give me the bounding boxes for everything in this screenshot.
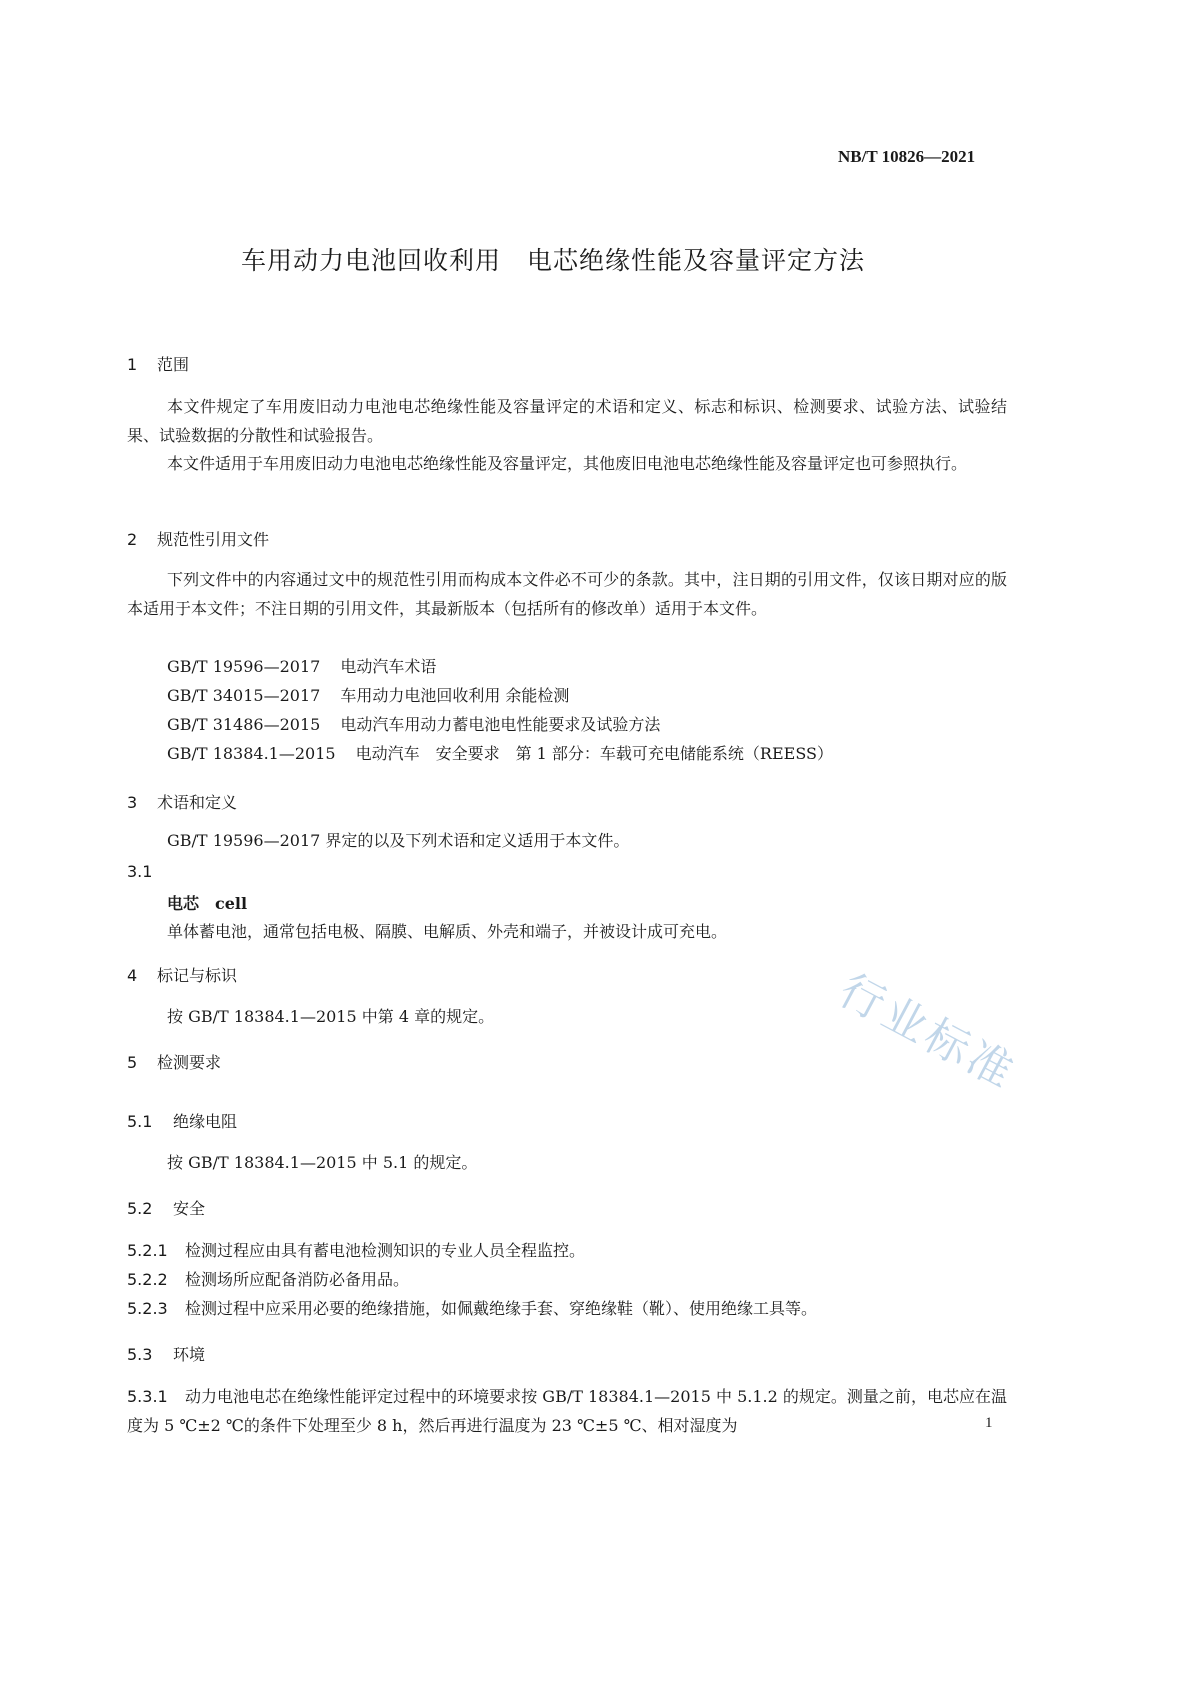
term-definition: 单体蓄电池，通常包括电极、隔膜、电解质、外壳和端子，并被设计成可充电。 (167, 922, 728, 941)
section-title: 安全 (173, 1199, 206, 1218)
watermark: 行业标准 (830, 964, 1025, 1100)
section-5-1-heading (127, 1109, 237, 1132)
section-number: 4 (127, 966, 138, 985)
reference-item (167, 681, 833, 710)
clause-text: 检测过程应由具有蓄电池检测知识的专业人员全程监控。 (185, 1241, 586, 1260)
section-title: 术语和定义 (157, 793, 238, 812)
section-1-heading (127, 352, 189, 375)
section-number: 5 (127, 1053, 138, 1072)
section-2-heading (127, 527, 269, 550)
reference-code: GB/T 34015—2017 (167, 686, 321, 705)
document-title: 车用动力电池回收利用 电芯绝缘性能及容量评定方法 (240, 246, 865, 275)
section-4-heading (127, 963, 237, 986)
reference-code: GB/T 31486—2015 (167, 715, 321, 734)
clause-text: 检测过程中应采用必要的绝缘措施，如佩戴绝缘手套、穿绝缘鞋（靴）、使用绝缘工具等。 (185, 1299, 818, 1318)
section-title: 标记与标识 (157, 966, 238, 985)
section-number: 5.2 (127, 1199, 153, 1218)
clause-number: 5.2.1 (127, 1241, 168, 1260)
clause-5-2-3 (127, 1294, 817, 1323)
section-1-paragraph-2: 本文件适用于车用废旧动力电池电芯绝缘性能及容量评定，其他废旧电池电芯绝缘性能及容量评定也可参照执行。 (167, 454, 968, 473)
term-number: 3.1 (127, 862, 153, 881)
section-number: 5.3 (127, 1345, 153, 1364)
section-number: 5.1 (127, 1112, 153, 1131)
term-name: 电芯 cell (167, 894, 248, 913)
clause-number: 5.3.1 (127, 1387, 168, 1406)
clause-number: 5.2.3 (127, 1299, 168, 1318)
clause-text: 动力电池电芯在绝缘性能评定过程中的环境要求按 GB/T 18384.1—2015 中 5.1.2 的规定。测量之前，电芯应在温度为 5 ℃±2 ℃的条件下处理至少 8 h，然后再进行温度为 23 ℃±5 ℃、相对湿度为 (127, 1387, 1007, 1435)
reference-title: 电动汽车术语 (340, 657, 437, 676)
section-number: 1 (127, 355, 138, 374)
page-number: 1 (985, 1415, 993, 1431)
clause-5-2-1 (127, 1236, 585, 1265)
section-3-paragraph-1: GB/T 19596—2017 界定的以及下列术语和定义适用于本文件。 (167, 831, 630, 850)
clause-5-2-2 (127, 1265, 409, 1294)
reference-item (167, 739, 833, 768)
section-title: 范围 (157, 355, 190, 374)
section-title: 检测要求 (157, 1053, 222, 1072)
section-number: 2 (127, 530, 138, 549)
section-title: 绝缘电阻 (173, 1112, 238, 1131)
section-3-heading (127, 790, 237, 813)
reference-title: 电动汽车 安全要求 第 1 部分：车载可充电储能系统（REESS） (355, 744, 833, 763)
section-5-3-heading (127, 1342, 205, 1365)
reference-title: 电动汽车用动力蓄电池电性能要求及试验方法 (340, 715, 661, 734)
section-5-2-heading (127, 1196, 205, 1219)
reference-code: GB/T 19596—2017 (167, 657, 321, 676)
section-4-paragraph-1: 按 GB/T 18384.1—2015 中第 4 章的规定。 (167, 1007, 495, 1026)
normative-reference-list (167, 652, 833, 768)
clause-number: 5.2.2 (127, 1270, 168, 1289)
reference-item (167, 710, 833, 739)
section-5-heading (127, 1050, 221, 1073)
reference-title: 车用动力电池回收利用 余能检测 (340, 686, 570, 705)
section-title: 环境 (173, 1345, 206, 1364)
reference-item (167, 652, 833, 681)
section-title: 规范性引用文件 (157, 530, 270, 549)
clause-text: 检测场所应配备消防必备用品。 (185, 1270, 410, 1289)
clause-5-3-1 (127, 1382, 1007, 1440)
section-5-1-paragraph-1: 按 GB/T 18384.1—2015 中 5.1 的规定。 (167, 1153, 478, 1172)
section-2-paragraph-1: 下列文件中的内容通过文中的规范性引用而构成本文件必不可少的条款。其中，注日期的引用文件，仅该日期对应的版本适用于本文件；不注日期的引用文件，其最新版本（包括所有的修改单）适用于本文件。 (127, 570, 1007, 618)
section-number: 3 (127, 793, 138, 812)
standard-number: NB/T 10826—2021 (838, 147, 976, 166)
section-1-paragraph-1: 本文件规定了车用废旧动力电池电芯绝缘性能及容量评定的术语和定义、标志和标识、检测要求、试验方法、试验结果、试验数据的分散性和试验报告。 (127, 397, 1007, 445)
reference-code: GB/T 18384.1—2015 (167, 744, 336, 763)
